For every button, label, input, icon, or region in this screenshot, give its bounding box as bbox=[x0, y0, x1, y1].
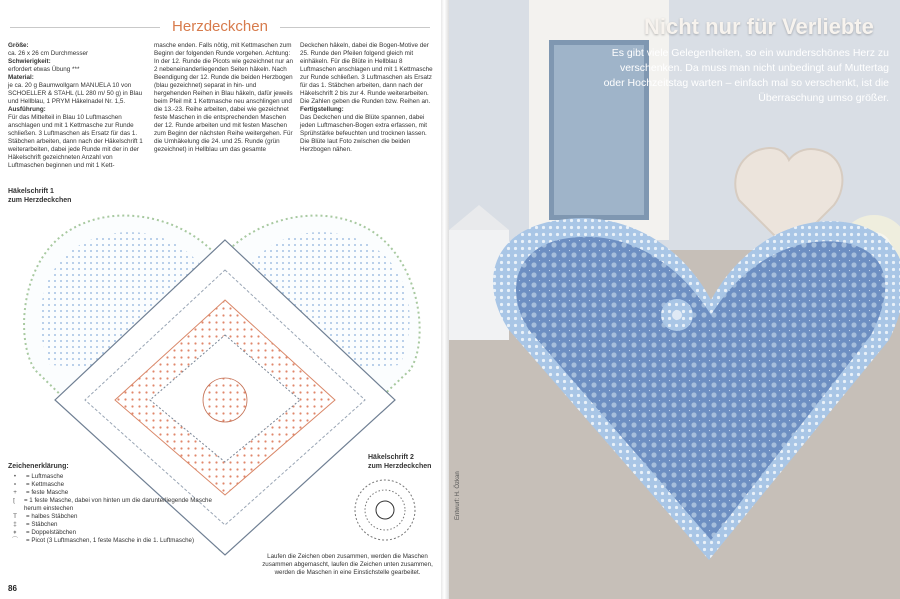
design-credit: Entwurf: H. Özkan bbox=[455, 471, 461, 520]
diagram-2-title: Häkelschrift 2 zum Herzdeckchen bbox=[368, 454, 432, 470]
title-rule-right bbox=[280, 27, 430, 28]
legend-title: Zeichenerklärung: bbox=[8, 463, 69, 470]
chart-center bbox=[203, 378, 247, 422]
chart-note: Laufen die Zeichen oben zusammen, werden die Maschen zusammen abgemascht, laufen die Zeichen unten zusammen, werden die Maschen in eine Einstichstelle gearbeitet. bbox=[262, 553, 433, 576]
legend-item: ∘ = Kettmasche bbox=[13, 481, 65, 488]
instructions-column-3 bbox=[300, 42, 435, 154]
right-page-photo bbox=[449, 0, 900, 599]
legend-item: ‡ = Stäbchen bbox=[13, 521, 58, 528]
crochet-chart-2-flower bbox=[350, 475, 420, 545]
size-text: ca. 26 x 26 cm Durchmesser bbox=[8, 50, 89, 57]
material-label: Material: bbox=[8, 74, 34, 81]
symbol-legend bbox=[8, 463, 228, 545]
left-page bbox=[0, 0, 441, 599]
book-gutter bbox=[441, 0, 449, 599]
legend-item: • = Luftmasche bbox=[13, 473, 64, 480]
page-title: Herzdeckchen bbox=[172, 18, 268, 35]
legend-item: ⌒ = Picot (3 Luftmaschen, 1 feste Masche in die 1. Luftmasche) bbox=[11, 537, 195, 544]
photo-caption: Es gibt viele Gelegenheiten, so ein wunderschönes Herz zu verschenken. Da muss man nicht unbedingt auf Muttertag oder Hochzeitstag warten – einfach mal so verschenkt, ist die Überraschung umso größer. bbox=[603, 47, 889, 104]
column-3-text: Deckchen häkeln, dabei die Bogen-Motive der 25. Runde den Pfeilen folgend gleich mit einhäkeln. Für die Blüte in Hellblau 8 Luftmaschen anschlagen und mit 1 Kettmasche zur Runde schließen. 3 Luftmaschen als Ersatz für das 1. Stäbchen arbeiten, dann nach der Häkelschrift 2 bis zur 4. Runde weiterarbeiten. Die Zahlen geben die Runden bzw. Reihen an. bbox=[300, 42, 433, 105]
difficulty-text: erfordert etwas Übung *** bbox=[8, 66, 80, 73]
finishing-text: Das Deckchen und die Blüte spannen, dabei jeden Luftmaschen-Bogen extra erfassen, mit Sprühstärke befeuchten und trocknen lassen. Die Blüte laut Foto zwischen die beiden Herzbogen nähen. bbox=[300, 114, 428, 153]
execution-text: Für das Mittelteil in Blau 10 Luftmaschen anschlagen und mit 1 Kettmasche zur Runde schließen. 3 Luftmaschen als Ersatz für das 1. Stäbchen arbeiten, dann nach der Häkelschrift 1 weiterarbeiten, dabei jede Runde mit der in der Häkelschrift gezeichneten Anzahl von Luftmaschen beginnen und mit 1 Kett- bbox=[8, 114, 143, 169]
legend-item: ⧧ = Doppelstäbchen bbox=[13, 529, 77, 536]
column-2-text: masche enden. Falls nötig, mit Kettmaschen zum Beginn der folgenden Runde vorgehen. Achtung: In der 12. Runde die Picots wie gezeichnet nur an 2 nebeneinanderliegenden Seiten häkeln. Nach Beendigung der 12. Runde die beiden Herzbogen (blau gezeichnet) separat in hin- und hergehenden Reihen in Blau häkeln, dafür jeweils beim Pfeil mit 1 Kettmasche neu anschlingen und die 13.-23. Reihe arbeiten, dabei wie gezeichnet feste Maschen in die entsprechenden Maschen der 12. Runde arbeiten und mit festen Maschen zum Beginn der nächsten Reihe weitergehen. Für die Umhäkelung die 24. und 25. Runde (grün gezeichnet) in Hellblau um das gesamte bbox=[154, 42, 293, 153]
instructions-column-2 bbox=[154, 42, 294, 154]
page-number: 86 bbox=[8, 584, 17, 593]
execution-label: Ausführung: bbox=[8, 106, 46, 113]
legend-item: T = halbes Stäbchen bbox=[13, 513, 78, 520]
size-label: Größe: bbox=[8, 42, 29, 49]
photo-headline: Nicht nur für Verliebte bbox=[644, 14, 874, 39]
material-text: je ca. 20 g Baumwollgarn MANUELA 10 von SCHOELLER & STAHL (LL 280 m/ 50 g) in Blau und Hellblau, 1 PRYM Häkelnadel Nr. 1,5. bbox=[8, 82, 143, 105]
instructions-column-1 bbox=[8, 42, 148, 170]
legend-item: ʈ = 1 feste Masche, dabei von hinten um die darunterliegende Masche herum einstechen bbox=[13, 497, 212, 512]
diagram-1-title: Häkelschrift 1 zum Herzdeckchen bbox=[8, 188, 72, 204]
legend-item: + = feste Masche bbox=[13, 489, 69, 496]
difficulty-label: Schwierigkeit: bbox=[8, 58, 51, 65]
finishing-label: Fertigstellung: bbox=[300, 106, 344, 113]
